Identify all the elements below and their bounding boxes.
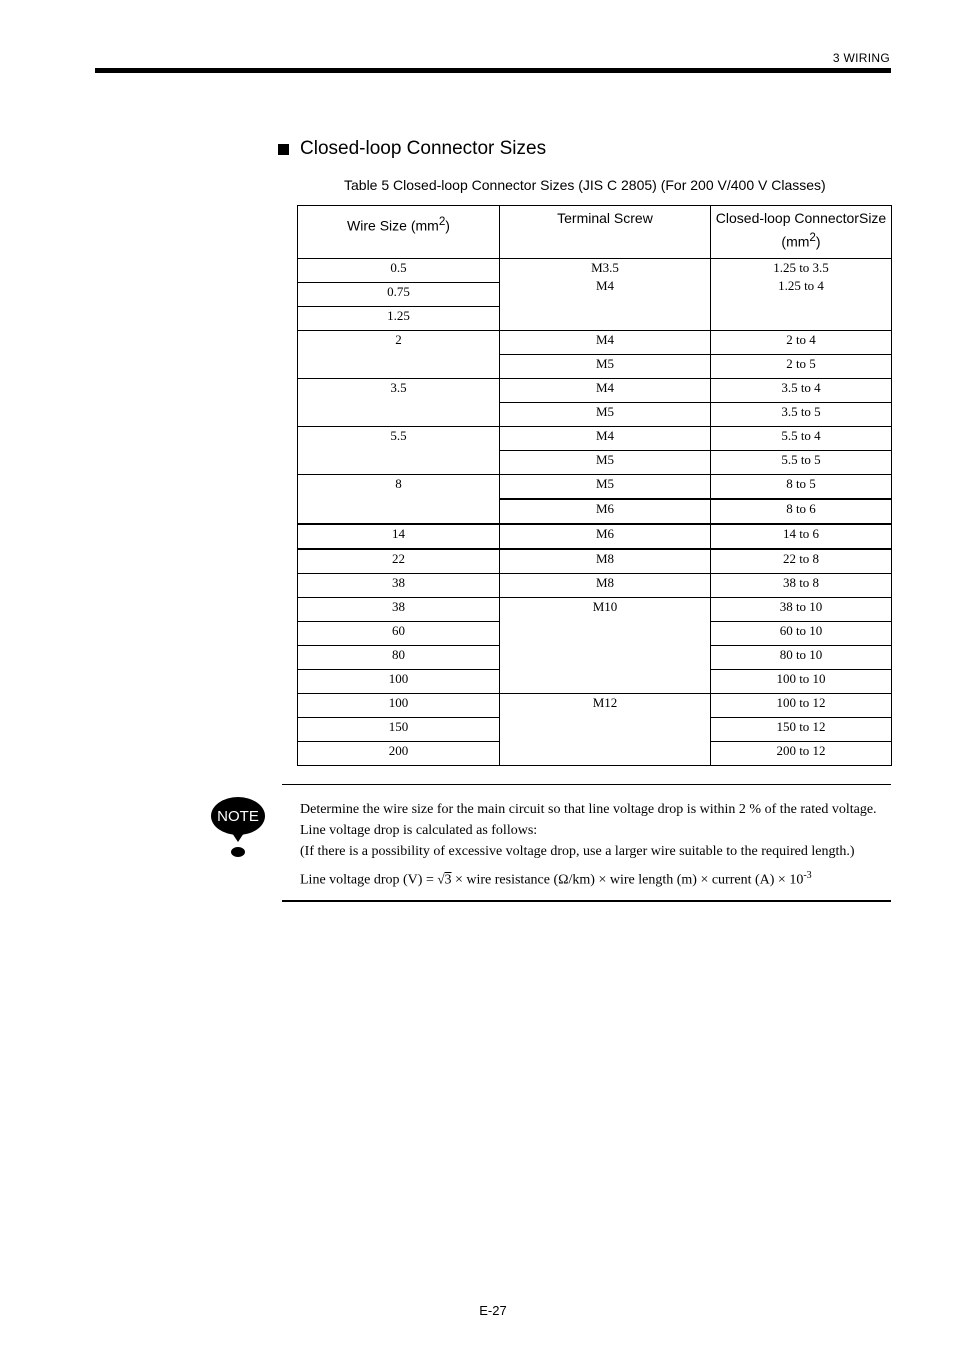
terminal-screw-cell: M5 — [500, 475, 711, 500]
connector-size-table — [297, 205, 892, 766]
terminal-screw-cell: M5 — [500, 355, 711, 379]
wire-size-cell: 2 — [298, 331, 500, 379]
header-connector-size: Closed-loop ConnectorSize $(mm^2)$ — [711, 206, 892, 259]
terminal-screw-cell: M6 — [500, 524, 711, 549]
connector-size-cell: 8 to 5 — [711, 475, 892, 500]
terminal-screw-cell: M4 — [500, 379, 711, 403]
wire-size-cell: 14 — [298, 524, 500, 549]
terminal-screw-cell: M12 — [500, 694, 711, 766]
table-row — [298, 694, 892, 718]
table-row — [298, 574, 892, 598]
terminal-screw-cell: M6 — [500, 499, 711, 524]
note-icon — [211, 797, 267, 859]
terminal-screw-cell: M3.5 M4 — [500, 259, 711, 331]
connector-size-cell: 8 to 6 — [711, 499, 892, 524]
wire-size-cell: 5.5 — [298, 427, 500, 475]
connector-size-cell: 1.25 to 3.5 1.25 to 4 — [711, 259, 892, 331]
terminal-screw-cell: M8 — [500, 549, 711, 574]
connector-size-cell: 38 to 10 — [711, 598, 892, 622]
terminal-screw-cell: M4 — [500, 331, 711, 355]
wire-size-cell: 0.5 — [298, 259, 500, 283]
note-line: (If there is a possibility of excessive voltage drop, use a larger wire suitable to the required length.) — [300, 844, 855, 859]
wire-size-cell: 0.75 — [298, 283, 500, 307]
header-wire-size: Wire Size $(mm^2)$ — [298, 206, 500, 259]
connector-size-cell: 100 to 10 — [711, 670, 892, 694]
connector-size-cell: 22 to 8 — [711, 549, 892, 574]
table-row — [298, 598, 892, 622]
terminal-screw-cell: M8 — [500, 574, 711, 598]
note-line: Line voltage drop is calculated as follows: — [300, 823, 538, 838]
connector-size-cell: 2 to 4 — [711, 331, 892, 355]
square-bullet-icon — [278, 144, 289, 155]
note-icon-label: NOTE — [217, 808, 259, 825]
voltage-drop-formula: Line voltage drop (V) = √3 × wire resistance (Ω/km) × wire length (m) × current $(A) \times 10^{-3}$ — [300, 870, 812, 888]
wire-size-cell: 100 — [298, 670, 500, 694]
note-body — [300, 799, 890, 891]
terminal-screw-cell: M10 — [500, 598, 711, 694]
connector-size-cell: 5.5 to 4 — [711, 427, 892, 451]
table-row — [298, 379, 892, 403]
wire-size-cell: 3.5 — [298, 379, 500, 427]
table-row — [298, 549, 892, 574]
table-row — [298, 259, 892, 283]
connector-size-cell: 3.5 to 4 — [711, 379, 892, 403]
terminal-screw-cell: M5 — [500, 403, 711, 427]
connector-size-cell: 3.5 to 5 — [711, 403, 892, 427]
terminal-screw-cell: M4 — [500, 427, 711, 451]
note-bottom-rule — [282, 900, 891, 902]
connector-size-cell: 100 to 12 — [711, 694, 892, 718]
wire-size-cell: 38 — [298, 598, 500, 622]
terminal-screw-cell: M5 — [500, 451, 711, 475]
connector-size-cell: 60 to 10 — [711, 622, 892, 646]
wire-size-cell: 200 — [298, 742, 500, 766]
table-row — [298, 524, 892, 549]
table-row — [298, 331, 892, 355]
connector-size-cell: 200 to 12 — [711, 742, 892, 766]
connector-size-cell: 5.5 to 5 — [711, 451, 892, 475]
header-terminal-screw: Terminal Screw — [500, 206, 711, 259]
wire-size-cell: 22 — [298, 549, 500, 574]
connector-size-cell: 2 to 5 — [711, 355, 892, 379]
wire-size-cell: 60 — [298, 622, 500, 646]
wire-size-cell: 1.25 — [298, 307, 500, 331]
chapter-header: 3 WIRING — [832, 51, 890, 65]
connector-size-cell: 150 to 12 — [711, 718, 892, 742]
table-header-row — [298, 206, 892, 259]
wire-size-cell: 38 — [298, 574, 500, 598]
wire-size-cell: 80 — [298, 646, 500, 670]
connector-size-cell: 14 to 6 — [711, 524, 892, 549]
wire-size-cell: 8 — [298, 475, 500, 525]
note-line: Determine the wire size for the main circuit so that line voltage drop is within 2 % of the rated voltage. — [300, 802, 877, 817]
square-root-icon: √ — [437, 871, 445, 887]
table-caption: Table 5 Closed-loop Connector Sizes (JIS C 2805) (For 200 V/400 V Classes) — [344, 177, 826, 193]
connector-size-cell: 80 to 10 — [711, 646, 892, 670]
table-row — [298, 475, 892, 500]
connector-size-cell: 38 to 8 — [711, 574, 892, 598]
header-rule — [95, 68, 891, 73]
wire-size-cell: 100 — [298, 694, 500, 718]
table-row — [298, 427, 892, 451]
section-title — [278, 138, 546, 160]
section-title-text: Closed-loop Connector Sizes — [300, 138, 547, 159]
wire-size-cell: 150 — [298, 718, 500, 742]
page-number: E-27 — [479, 1303, 507, 1318]
note-top-rule — [282, 784, 891, 785]
